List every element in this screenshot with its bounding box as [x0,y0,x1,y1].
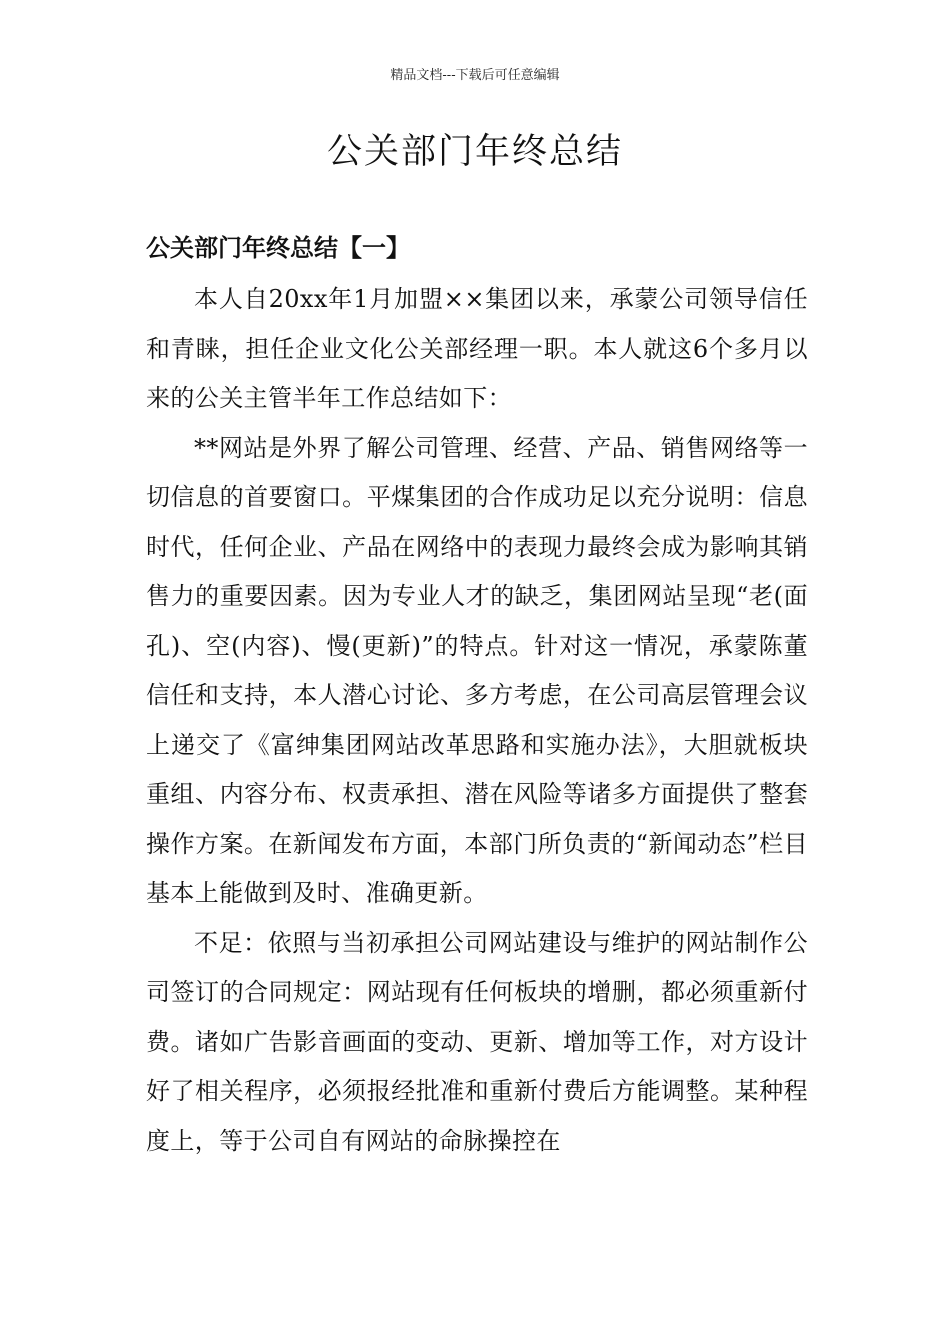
document-body [146,275,808,1166]
header-note: 精品文档---下载后可任意编辑 [390,68,560,83]
paragraph-intro: 本人自20xx年1月加盟××集团以来，承蒙公司领导信任和青睐，担任企业文化公关部经理一职。本人就这6个多月以来的公关主管半年工作总结如下： [146,285,808,412]
paragraph-shortcomings: 不足：依照与当初承担公司网站建设与维护的网站制作公司签订的合同规定：网站现有任何板块的增删，都必须重新付费。诸如广告影音画面的变动、更新、增加等工作，对方设计好了相关程序，必须报经批准和重新付费后方能调整。某种程度上，等于公司自有网站的命脉操控在 [146,928,808,1155]
paragraph-website: **网站是外界了解公司管理、经营、产品、销售网络等一切信息的首要窗口。平煤集团的合作成功足以充分说明：信息时代，任何企业、产品在网络中的表现力最终会成为影响其销售力的重要因素。因为专业人才的缺乏，集团网站呈现“老(面孔)、空(内容)、慢(更新)”的特点。针对这一情况，承蒙陈董信任和支持，本人潜心讨论、多方考虑，在公司高层管理会议上递交了《富绅集团网站改革思路和实施办法》，大胆就板块重组、内容分布、权责承担、潜在风险等诸多方面提供了整套操作方案。在新闻发布方面，本部门所负责的“新闻动态”栏目基本上能做到及时、准确更新。 [146,433,808,907]
section-heading: 公关部门年终总结【一】 [146,233,410,262]
document-title: 公关部门年终总结 [326,132,623,172]
